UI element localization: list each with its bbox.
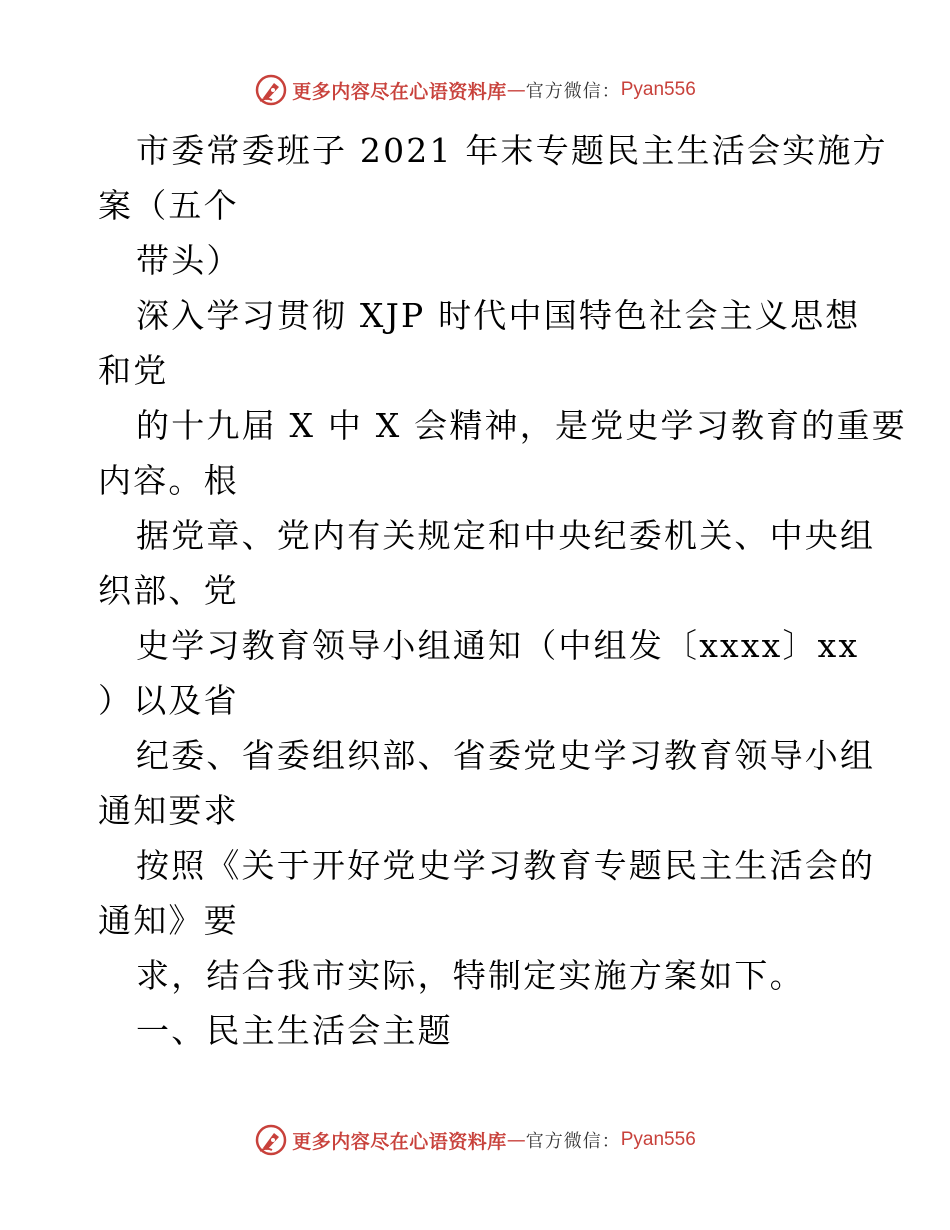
doc-line: 通知要求 — [98, 791, 239, 830]
doc-line: 通知》要 — [98, 901, 239, 940]
doc-line: 按照《关于开好党史学习教育专题民主生活会的 — [136, 846, 876, 885]
banner-separator: — — [506, 1129, 526, 1151]
doc-line: 和党 — [98, 351, 169, 390]
footer-watermark-banner — [0, 1120, 950, 1160]
doc-line: 带头） — [136, 241, 242, 280]
doc-line: 案（五个 — [98, 186, 239, 225]
doc-line: 深入学习贯彻 XJP 时代中国特色社会主义思想 — [136, 296, 861, 335]
doc-line: 据党章、党内有关规定和中央纪委机关、中央组 — [136, 516, 876, 555]
doc-line: 市委常委班子 2021 年末专题民主生活会实施方 — [136, 131, 888, 170]
pen-nib-logo-icon — [254, 73, 288, 107]
doc-line: 史学习教育领导小组通知（中组发〔xxxx〕xx — [136, 626, 860, 665]
doc-line: 内容。根 — [98, 461, 239, 500]
banner-wechat-id: Pyan556 — [620, 1129, 696, 1150]
banner-site-name: 更多内容尽在心语资料库 — [292, 1130, 507, 1153]
document-body — [98, 123, 907, 1058]
banner-wechat-label: 官方微信： — [525, 1131, 621, 1152]
doc-line: 求，结合我市实际，特制定实施方案如下。 — [136, 956, 805, 995]
doc-section-heading: 一、民主生活会主题 — [136, 1011, 453, 1050]
doc-line: ）以及省 — [98, 681, 239, 720]
banner-site-name: 更多内容尽在心语资料库 — [292, 80, 507, 103]
banner-separator: — — [506, 79, 526, 101]
doc-line: 的十九届 X 中 X 会精神，是党史学习教育的重要 — [136, 406, 907, 445]
banner-wechat-label: 官方微信： — [525, 81, 621, 102]
banner-wechat-id: Pyan556 — [620, 79, 696, 100]
doc-line: 织部、党 — [98, 571, 239, 610]
header-watermark-banner — [0, 70, 950, 110]
pen-nib-logo-icon — [254, 1123, 288, 1157]
doc-line: 纪委、省委组织部、省委党史学习教育领导小组 — [136, 736, 876, 775]
